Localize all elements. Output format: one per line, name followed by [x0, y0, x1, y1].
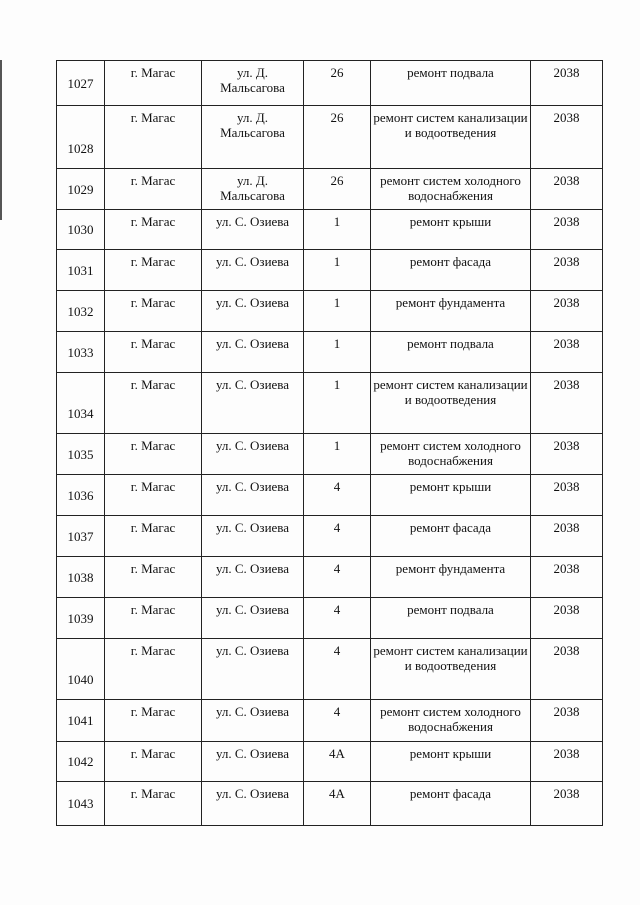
street-cell: ул. Д. Мальсагова [202, 106, 304, 169]
house-cell: 1 [304, 210, 371, 250]
work-cell: ремонт систем канализации и водоотведения [371, 639, 531, 700]
street-cell: ул. С. Озиева [202, 332, 304, 373]
work-cell: ремонт фасада [371, 516, 531, 557]
city-cell: г. Магас [105, 782, 202, 826]
row-number: 1031 [57, 250, 105, 291]
work-cell: ремонт крыши [371, 210, 531, 250]
house-cell: 1 [304, 434, 371, 475]
city-cell: г. Магас [105, 516, 202, 557]
row-number: 1040 [57, 639, 105, 700]
table-row [57, 782, 603, 826]
street-cell: ул. С. Озиева [202, 557, 304, 598]
work-cell: ремонт систем канализации и водоотведения [371, 106, 531, 169]
work-cell: ремонт крыши [371, 475, 531, 516]
house-cell: 4 [304, 598, 371, 639]
table-row [57, 516, 603, 557]
table-row [57, 373, 603, 434]
city-cell: г. Магас [105, 250, 202, 291]
year-cell: 2038 [531, 250, 603, 291]
table-row [57, 598, 603, 639]
work-cell: ремонт систем канализации и водоотведения [371, 373, 531, 434]
work-cell: ремонт фасада [371, 250, 531, 291]
year-cell: 2038 [531, 169, 603, 210]
year-cell: 2038 [531, 598, 603, 639]
table-row [57, 250, 603, 291]
year-cell: 2038 [531, 373, 603, 434]
row-number: 1028 [57, 106, 105, 169]
table-row [57, 332, 603, 373]
year-cell: 2038 [531, 742, 603, 782]
table-row [57, 742, 603, 782]
street-cell: ул. Д. Мальсагова [202, 169, 304, 210]
city-cell: г. Магас [105, 169, 202, 210]
row-number: 1037 [57, 516, 105, 557]
table-row [57, 210, 603, 250]
house-cell: 1 [304, 373, 371, 434]
row-number: 1033 [57, 332, 105, 373]
year-cell: 2038 [531, 700, 603, 742]
street-cell: ул. С. Озиева [202, 291, 304, 332]
table-row [57, 700, 603, 742]
city-cell: г. Магас [105, 332, 202, 373]
row-number: 1035 [57, 434, 105, 475]
year-cell: 2038 [531, 557, 603, 598]
row-number: 1036 [57, 475, 105, 516]
house-cell: 4 [304, 639, 371, 700]
house-cell: 1 [304, 291, 371, 332]
row-number: 1030 [57, 210, 105, 250]
row-number: 1032 [57, 291, 105, 332]
year-cell: 2038 [531, 434, 603, 475]
street-cell: ул. С. Озиева [202, 250, 304, 291]
city-cell: г. Магас [105, 557, 202, 598]
street-cell: ул. Д. Мальсагова [202, 61, 304, 106]
year-cell: 2038 [531, 210, 603, 250]
row-number: 1034 [57, 373, 105, 434]
work-cell: ремонт систем холодного водоснабжения [371, 434, 531, 475]
work-cell: ремонт систем холодного водоснабжения [371, 169, 531, 210]
city-cell: г. Магас [105, 106, 202, 169]
city-cell: г. Магас [105, 434, 202, 475]
city-cell: г. Магас [105, 373, 202, 434]
city-cell: г. Магас [105, 598, 202, 639]
table-row [57, 475, 603, 516]
street-cell: ул. С. Озиева [202, 475, 304, 516]
street-cell: ул. С. Озиева [202, 210, 304, 250]
year-cell: 2038 [531, 639, 603, 700]
house-cell: 4 [304, 557, 371, 598]
work-cell: ремонт фасада [371, 782, 531, 826]
city-cell: г. Магас [105, 210, 202, 250]
street-cell: ул. С. Озиева [202, 598, 304, 639]
repair-schedule-table [56, 60, 603, 826]
house-cell: 1 [304, 250, 371, 291]
year-cell: 2038 [531, 106, 603, 169]
year-cell: 2038 [531, 516, 603, 557]
table-row [57, 557, 603, 598]
work-cell: ремонт крыши [371, 742, 531, 782]
house-cell: 4А [304, 742, 371, 782]
city-cell: г. Магас [105, 475, 202, 516]
city-cell: г. Магас [105, 291, 202, 332]
work-cell: ремонт фундамента [371, 291, 531, 332]
year-cell: 2038 [531, 782, 603, 826]
street-cell: ул. С. Озиева [202, 639, 304, 700]
city-cell: г. Магас [105, 639, 202, 700]
work-cell: ремонт систем холодного водоснабжения [371, 700, 531, 742]
house-cell: 26 [304, 61, 371, 106]
house-cell: 4 [304, 700, 371, 742]
city-cell: г. Магас [105, 742, 202, 782]
house-cell: 4 [304, 475, 371, 516]
row-number: 1038 [57, 557, 105, 598]
year-cell: 2038 [531, 332, 603, 373]
street-cell: ул. С. Озиева [202, 434, 304, 475]
city-cell: г. Магас [105, 700, 202, 742]
table-row [57, 106, 603, 169]
table-row [57, 61, 603, 106]
work-cell: ремонт подвала [371, 61, 531, 106]
row-number: 1041 [57, 700, 105, 742]
year-cell: 2038 [531, 291, 603, 332]
house-cell: 26 [304, 169, 371, 210]
street-cell: ул. С. Озиева [202, 782, 304, 826]
row-number: 1043 [57, 782, 105, 826]
street-cell: ул. С. Озиева [202, 700, 304, 742]
row-number: 1029 [57, 169, 105, 210]
table-row [57, 434, 603, 475]
work-cell: ремонт подвала [371, 332, 531, 373]
row-number: 1027 [57, 61, 105, 106]
house-cell: 4 [304, 516, 371, 557]
street-cell: ул. С. Озиева [202, 742, 304, 782]
year-cell: 2038 [531, 61, 603, 106]
work-cell: ремонт подвала [371, 598, 531, 639]
table-row [57, 639, 603, 700]
scan-edge-mark [0, 60, 2, 220]
year-cell: 2038 [531, 475, 603, 516]
row-number: 1039 [57, 598, 105, 639]
table-row [57, 169, 603, 210]
house-cell: 4А [304, 782, 371, 826]
table-row [57, 291, 603, 332]
city-cell: г. Магас [105, 61, 202, 106]
street-cell: ул. С. Озиева [202, 516, 304, 557]
house-cell: 26 [304, 106, 371, 169]
house-cell: 1 [304, 332, 371, 373]
row-number: 1042 [57, 742, 105, 782]
street-cell: ул. С. Озиева [202, 373, 304, 434]
work-cell: ремонт фундамента [371, 557, 531, 598]
